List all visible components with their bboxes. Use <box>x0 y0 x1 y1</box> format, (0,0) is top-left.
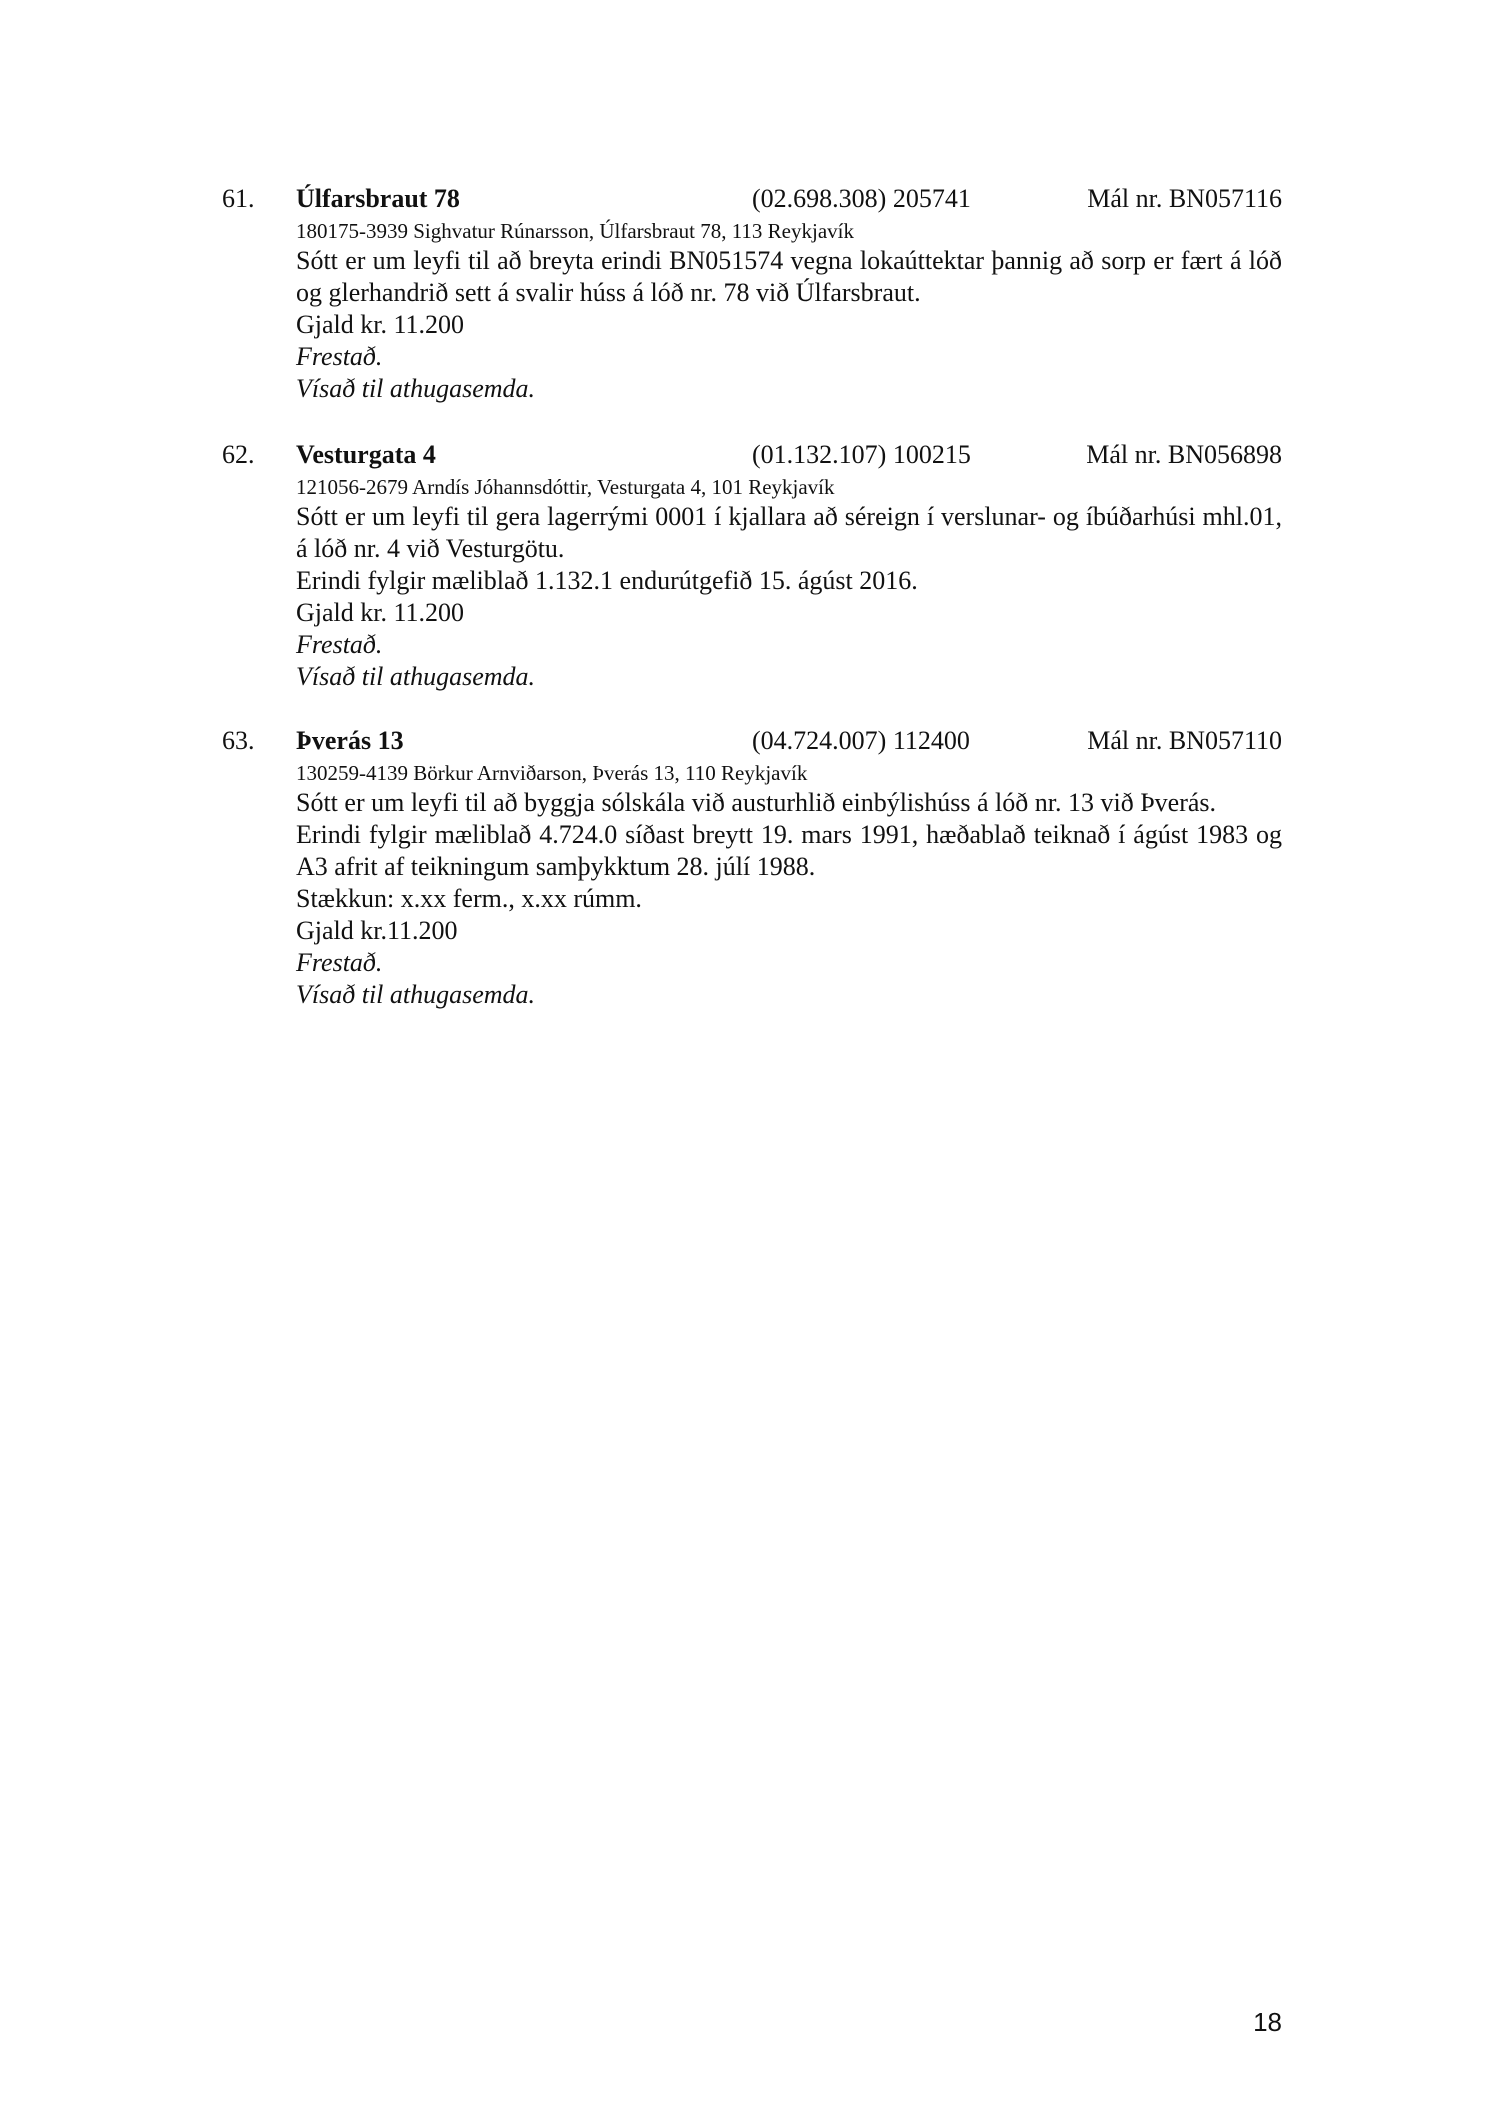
decision-line: Frestað. <box>296 342 383 371</box>
case-address: Úlfarsbraut 78 <box>296 184 460 213</box>
case-number: 61. <box>222 184 255 213</box>
property-reference: (04.724.007) 112400 <box>752 726 970 755</box>
applicant-line: 180175-3939 Sighvatur Rúnarsson, Úlfarsbraut 78, 113 Reykjavík <box>296 219 854 243</box>
attachment-line: Erindi fylgir mæliblað 1.132.1 endurútgefið 15. ágúst 2016. <box>296 566 918 595</box>
case-id: Mál nr. BN057110 <box>1087 726 1282 755</box>
fee-line: Gjald kr.11.200 <box>296 916 458 945</box>
property-reference: (01.132.107) 100215 <box>752 440 971 469</box>
fee-line: Gjald kr. 11.200 <box>296 310 465 339</box>
case-item-62 <box>222 438 1282 693</box>
case-header <box>222 724 1282 758</box>
case-description: Sótt er um leyfi til að byggja sólskála við austurhlið einbýlishúss á lóð nr. 13 við Þverás. <box>296 788 1217 817</box>
case-address: Vesturgata 4 <box>296 440 436 469</box>
case-item-61 <box>222 182 1282 405</box>
page-number: 18 <box>1253 2007 1282 2037</box>
case-body <box>296 217 1282 405</box>
referral-line: Vísað til athugasemda. <box>296 980 536 1009</box>
case-item-63 <box>222 724 1282 1011</box>
decision-line: Frestað. <box>296 630 383 659</box>
applicant-line: 130259-4139 Börkur Arnviðarson, Þverás 13, 110 Reykjavík <box>296 761 808 785</box>
case-address: Þverás 13 <box>296 726 404 755</box>
decision-line: Frestað. <box>296 948 383 977</box>
case-header <box>222 182 1282 216</box>
applicant-line: 121056-2679 Arndís Jóhannsdóttir, Vesturgata 4, 101 Reykjavík <box>296 475 835 499</box>
attachment-line: Erindi fylgir mæliblað 4.724.0 síðast breytt 19. mars 1991, hæðablað teiknað í ágúst 1983 og A3 afrit af teikningum samþykktum 28. júlí 1988. <box>296 820 1282 881</box>
case-number: 63. <box>222 726 255 755</box>
case-header <box>222 438 1282 472</box>
case-body <box>296 473 1282 693</box>
case-id: Mál nr. BN056898 <box>1086 440 1282 469</box>
case-id: Mál nr. BN057116 <box>1087 184 1282 213</box>
property-reference: (02.698.308) 205741 <box>752 184 971 213</box>
case-description: Sótt er um leyfi til gera lagerrými 0001 í kjallara að séreign í verslunar- og íbúðarhúsi mhl.01, á lóð nr. 4 við Vesturgötu. <box>296 502 1282 563</box>
case-body <box>296 759 1282 1011</box>
referral-line: Vísað til athugasemda. <box>296 662 536 691</box>
case-number: 62. <box>222 440 255 469</box>
fee-line: Gjald kr. 11.200 <box>296 598 465 627</box>
enlargement-line: Stækkun: x.xx ferm., x.xx rúmm. <box>296 884 642 913</box>
referral-line: Vísað til athugasemda. <box>296 374 536 403</box>
case-description: Sótt er um leyfi til að breyta erindi BN051574 vegna lokaúttektar þannig að sorp er fært á lóð og glerhandrið sett á svalir húss á lóð nr. 78 við Úlfarsbraut. <box>296 246 1282 307</box>
